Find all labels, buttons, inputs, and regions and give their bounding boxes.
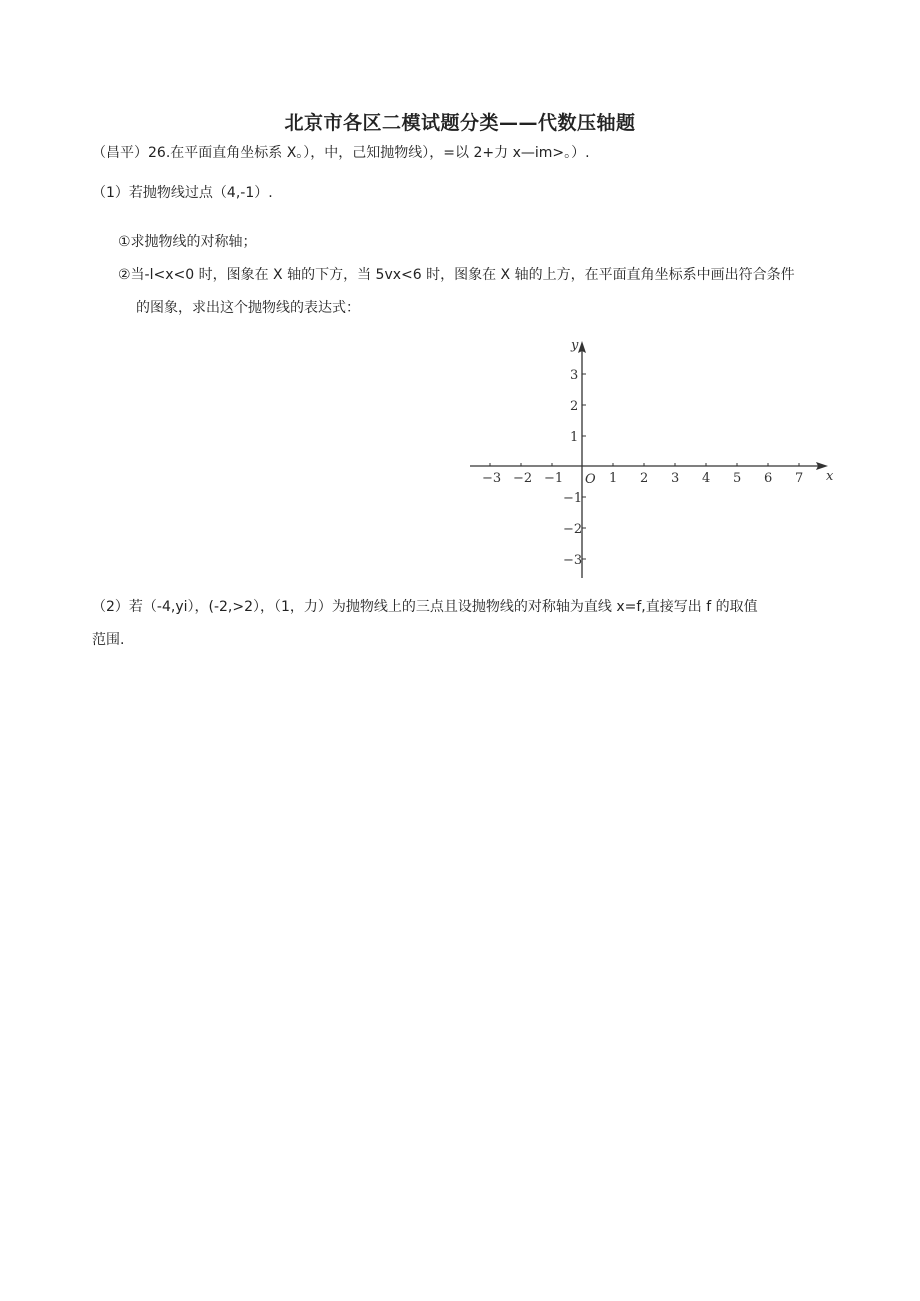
x-tick-label: 4 xyxy=(702,471,711,486)
x-tick-label: −2 xyxy=(513,471,533,486)
coordinate-grid xyxy=(460,335,840,585)
y-tick-label: −2 xyxy=(563,522,583,537)
part1-statement: （1）若抛物线过点（4,-1）. xyxy=(92,185,273,201)
part1-subquestion-2-continued: 的图象，求出这个抛物线的表达式： xyxy=(136,300,360,316)
x-tick-label: 6 xyxy=(764,471,773,486)
y-tick-label: 3 xyxy=(570,368,579,383)
y-tick-label: 2 xyxy=(570,399,579,414)
origin-label: O xyxy=(585,472,596,487)
problem-intro: （昌平）26.在平面直角坐标系 X。），中，己知抛物线），=以 2+力 x—im>。）. xyxy=(92,145,590,161)
part2-statement-continued: 范围. xyxy=(92,632,125,648)
y-axis-label: y xyxy=(571,338,579,353)
y-tick-label: 1 xyxy=(570,430,579,445)
x-axis-label: x xyxy=(826,469,834,484)
x-tick-label: 7 xyxy=(795,471,804,486)
y-tick-label: −3 xyxy=(563,553,583,568)
x-tick-label: −1 xyxy=(544,471,564,486)
x-tick-label: −3 xyxy=(482,471,502,486)
x-tick-label: 2 xyxy=(640,471,649,486)
part2-statement: （2）若（-4,yi），(-2,>2），（1，力）为抛物线上的三点且设抛物线的对称轴为直线 x=f,直接写出 f 的取值 xyxy=(92,599,758,615)
x-tick-label: 5 xyxy=(733,471,742,486)
y-tick-label: −1 xyxy=(563,491,583,506)
part1-subquestion-2: ②当-l<x<0 时，图象在 X 轴的下方，当 5vx<6 时，图象在 X 轴的上方，在平面直角坐标系中画出符合条件 xyxy=(118,267,795,283)
x-tick-label: 3 xyxy=(671,471,680,486)
page-title: 北京市各区二模试题分类——代数压轴题 xyxy=(284,112,636,134)
x-tick-label: 1 xyxy=(609,471,618,486)
part1-subquestion-1: ①求抛物线的对称轴； xyxy=(118,234,257,250)
